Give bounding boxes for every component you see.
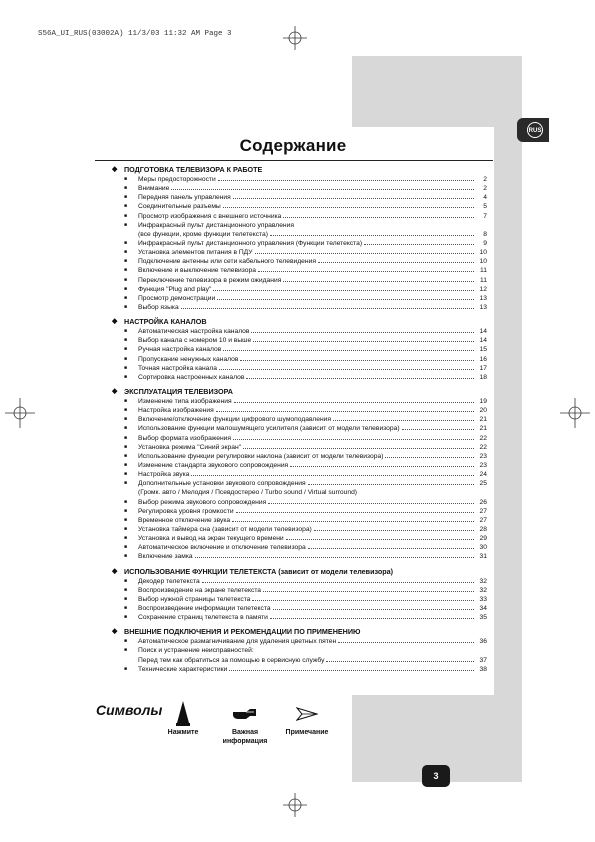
- dot-leader: [402, 429, 474, 430]
- symbols-heading: Символы: [96, 702, 163, 718]
- dot-leader: [253, 341, 474, 342]
- toc-entry[interactable]: [112, 577, 487, 586]
- entry-title: Передняя панель управления: [138, 194, 231, 202]
- dot-leader: [290, 466, 474, 467]
- dot-leader: [385, 457, 474, 458]
- entry-page-number: 36: [479, 638, 487, 646]
- dot-leader: [283, 281, 474, 282]
- dot-leader: [251, 332, 474, 333]
- entry-page-number: 29: [479, 535, 487, 543]
- section-heading: [112, 567, 487, 577]
- entry-page-number: 30: [479, 544, 487, 552]
- square-bullet-icon: ■: [124, 516, 128, 523]
- dot-leader: [191, 475, 474, 476]
- toc-entry[interactable]: [112, 193, 487, 202]
- entry-page-number: 13: [479, 294, 487, 302]
- entry-page-number: 21: [479, 416, 487, 424]
- dot-leader: [213, 290, 474, 291]
- square-bullet-icon: ■: [124, 276, 128, 283]
- square-bullet-icon: ■: [124, 507, 128, 514]
- entry-title: Точная настройка канала: [138, 364, 217, 372]
- entry-title: Выбор канала с номером 10 и выше: [138, 337, 252, 345]
- toc-entry[interactable]: [112, 665, 487, 674]
- dot-leader: [229, 670, 474, 671]
- dot-leader: [219, 369, 474, 370]
- square-bullet-icon: ■: [124, 416, 128, 423]
- entry-page-number: 5: [483, 203, 487, 211]
- square-bullet-icon: ■: [124, 471, 128, 478]
- dot-leader: [364, 244, 474, 245]
- dot-leader: [333, 420, 474, 421]
- toc-entry[interactable]: [112, 461, 487, 470]
- square-bullet-icon: ■: [124, 337, 128, 344]
- toc-entry[interactable]: [112, 452, 487, 461]
- entry-page-number: 25: [479, 480, 487, 488]
- entry-page-number: 35: [479, 614, 487, 622]
- toc-entry[interactable]: [112, 424, 487, 433]
- entry-page-number: 23: [479, 452, 487, 460]
- section-title: НАСТРОЙКА КАНАЛОВ: [124, 317, 207, 327]
- square-bullet-icon: ■: [124, 604, 128, 611]
- page-title: Содержание: [239, 136, 347, 155]
- entry-page-number: 34: [479, 604, 487, 612]
- page-number: 3: [422, 765, 450, 787]
- pointing-hand-icon: [232, 707, 258, 721]
- entry-title: Просмотр изображения с внешнего источника: [138, 212, 282, 220]
- entry-title: Переключение телевизора в режим ожидания: [138, 276, 282, 284]
- entry-title: Автоматическое размагничивание для удаления цветных пятен: [138, 638, 337, 646]
- square-bullet-icon: ■: [124, 373, 128, 380]
- entry-page-number: 8: [483, 230, 487, 238]
- entry-title: Использование функции малошумящего усилителя (зависит от модели телевизора): [138, 425, 400, 433]
- dot-leader: [232, 521, 474, 522]
- entry-title: Изменение типа изображения: [138, 397, 232, 405]
- toc-entry[interactable]: [112, 175, 487, 184]
- entry-title: Установка элементов питания в ПДУ: [138, 249, 253, 257]
- square-bullet-icon: ■: [124, 647, 128, 654]
- entry-title: Сортировка настроенных каналов: [138, 373, 245, 381]
- toc-entry[interactable]: [112, 266, 487, 275]
- entry-page-number: 11: [480, 267, 487, 275]
- square-bullet-icon: ■: [124, 267, 128, 274]
- important-label-2: информация: [222, 738, 268, 745]
- dot-leader: [326, 661, 474, 662]
- square-bullet-icon: ■: [124, 443, 128, 450]
- entry-title: Автоматическое включение и отключение телевизора: [138, 544, 306, 552]
- entry-page-number: 27: [479, 507, 487, 515]
- toc-entry[interactable]: [112, 534, 487, 543]
- entry-title: Установка и вывод на экран текущего времени: [138, 535, 284, 543]
- entry-page-number: 28: [479, 525, 487, 533]
- important-label-1: Важная: [231, 729, 259, 736]
- dot-leader: [240, 360, 474, 361]
- dot-leader: [338, 642, 474, 643]
- entry-page-number: 15: [479, 346, 487, 354]
- toc-entry[interactable]: [112, 239, 487, 248]
- toc-entry[interactable]: [112, 525, 487, 534]
- toc-entry[interactable]: [112, 443, 487, 452]
- entry-page-number: 24: [479, 471, 487, 479]
- entry-page-number: 7: [483, 212, 487, 220]
- dot-leader: [233, 439, 474, 440]
- entry-title: (Громк. авто / Мелодия / Псевдостерео / Turbo sound / Virtual surround): [138, 489, 358, 497]
- entry-title: Регулировка уровня громкости: [138, 507, 234, 515]
- square-bullet-icon: ■: [124, 285, 128, 292]
- entry-title: Подключение антенны или сети кабельного телевидения: [138, 258, 316, 266]
- entry-title: Использование функции регулировки наклона (зависит от модели телевизора): [138, 452, 384, 460]
- toc-entry[interactable]: [112, 406, 487, 415]
- registration-mark-bottom-icon: [283, 793, 307, 817]
- entry-page-number: 31: [479, 553, 487, 561]
- dot-leader: [283, 217, 474, 218]
- entry-page-number: 17: [479, 364, 487, 372]
- toc-entry[interactable]: [112, 364, 487, 373]
- entry-title: Выбор языка: [138, 303, 179, 311]
- diamond-bullet-icon: ◆: [112, 387, 118, 395]
- entry-title: Внимание: [138, 185, 170, 193]
- square-bullet-icon: ■: [124, 258, 128, 265]
- entry-title: Технические характеристики: [138, 665, 228, 673]
- press-label: Нажмите: [167, 729, 199, 736]
- entry-title: Временное отключение звука: [138, 516, 231, 524]
- entry-title: Включение и выключение телевизора: [138, 267, 256, 275]
- dot-leader: [181, 308, 474, 309]
- entry-page-number: 27: [479, 516, 487, 524]
- square-bullet-icon: ■: [124, 577, 128, 584]
- entry-title: Воспроизведение информации телетекста: [138, 604, 271, 612]
- title-divider: [95, 160, 493, 161]
- entry-page-number: 21: [479, 425, 487, 433]
- diamond-bullet-icon: ◆: [112, 628, 118, 636]
- entry-title: Изменение стандарта звукового сопровождения: [138, 461, 289, 469]
- toc-entry[interactable]: [112, 257, 487, 266]
- entry-page-number: 19: [479, 397, 487, 405]
- toc-entry[interactable]: [112, 294, 487, 303]
- square-bullet-icon: ■: [124, 595, 128, 602]
- toc-entry[interactable]: [112, 221, 487, 239]
- square-bullet-icon: ■: [124, 498, 128, 505]
- square-bullet-icon: ■: [124, 614, 128, 621]
- toc-entry[interactable]: [112, 498, 487, 507]
- toc-entry[interactable]: [112, 248, 487, 257]
- dot-leader: [234, 402, 474, 403]
- toc-entry[interactable]: [112, 184, 487, 193]
- square-bullet-icon: ■: [124, 221, 128, 228]
- toc-entry[interactable]: [112, 397, 487, 406]
- toc-section: [112, 567, 487, 623]
- square-bullet-icon: ■: [124, 665, 128, 672]
- square-bullet-icon: ■: [124, 461, 128, 468]
- entry-page-number: 10: [479, 258, 487, 266]
- registration-mark-left-icon: [5, 398, 35, 428]
- square-bullet-icon: ■: [124, 294, 128, 301]
- section-title: ВНЕШНИЕ ПОДКЛЮЧЕНИЯ И РЕКОМЕНДАЦИИ ПО ПРИМЕНЕНИЮ: [124, 627, 361, 637]
- table-of-contents: [112, 165, 487, 679]
- entry-title: Ручная настройка каналов: [138, 346, 222, 354]
- entry-title: Установка таймера сна (зависит от модели телевизора): [138, 525, 312, 533]
- square-bullet-icon: ■: [124, 212, 128, 219]
- toc-entry[interactable]: [112, 479, 487, 497]
- entry-title: Выбор нужной страницы телетекста: [138, 595, 251, 603]
- entry-page-number: 11: [480, 276, 487, 284]
- dot-leader: [236, 512, 474, 513]
- registration-mark-right-icon: [560, 398, 590, 428]
- square-bullet-icon: ■: [124, 586, 128, 593]
- entry-page-number: 13: [479, 303, 487, 311]
- dot-leader: [202, 582, 474, 583]
- toc-entry[interactable]: [112, 507, 487, 516]
- entry-page-number: 14: [479, 337, 487, 345]
- square-bullet-icon: ■: [124, 407, 128, 414]
- square-bullet-icon: ■: [124, 185, 128, 192]
- dot-leader: [233, 198, 474, 199]
- diamond-bullet-icon: ◆: [112, 166, 118, 173]
- dot-leader: [217, 299, 474, 300]
- entry-title: Функция "Plug and play": [138, 285, 212, 293]
- toc-section: [112, 387, 487, 562]
- square-bullet-icon: ■: [124, 525, 128, 532]
- dot-leader: [258, 271, 474, 272]
- dot-leader: [218, 180, 474, 181]
- square-bullet-icon: ■: [124, 480, 128, 487]
- dot-leader: [243, 448, 474, 449]
- square-bullet-icon: ■: [124, 355, 128, 362]
- entry-title: Выбор формата изображения: [138, 434, 232, 442]
- dot-leader: [252, 600, 474, 601]
- dot-leader: [308, 548, 474, 549]
- entry-page-number: 37: [479, 656, 487, 664]
- toc-section: [112, 627, 487, 674]
- square-bullet-icon: ■: [124, 434, 128, 441]
- dot-leader: [223, 207, 474, 208]
- toc-entry[interactable]: [112, 327, 487, 336]
- entry-page-number: 32: [479, 577, 487, 585]
- dot-leader: [171, 189, 474, 190]
- toc-section: [112, 165, 487, 312]
- entry-title: (все функции, кроме функции телетекста): [138, 230, 268, 238]
- square-bullet-icon: ■: [124, 535, 128, 542]
- square-bullet-icon: ■: [124, 397, 128, 404]
- dot-leader: [270, 618, 474, 619]
- dot-leader: [314, 530, 474, 531]
- registration-mark-top-icon: [283, 26, 307, 50]
- entry-page-number: 18: [479, 373, 487, 381]
- dot-leader: [308, 484, 474, 485]
- dot-leader: [268, 503, 474, 504]
- toc-entry[interactable]: [112, 646, 487, 664]
- toc-entry[interactable]: [112, 336, 487, 345]
- square-bullet-icon: ■: [124, 176, 128, 182]
- square-bullet-icon: ■: [124, 425, 128, 432]
- toc-entry[interactable]: [112, 586, 487, 595]
- entry-page-number: 14: [479, 328, 487, 336]
- entry-title: Декодер телетекста: [138, 577, 200, 585]
- entry-page-number: 26: [479, 498, 487, 506]
- section-title: ЭКСПЛУАТАЦИЯ ТЕЛЕВИЗОРА: [124, 386, 234, 396]
- entry-title: Сохранение страниц телетекста в памяти: [138, 614, 268, 622]
- square-bullet-icon: ■: [124, 240, 128, 246]
- dot-leader: [246, 378, 474, 379]
- square-bullet-icon: ■: [124, 544, 128, 551]
- toc-entry[interactable]: [112, 470, 487, 479]
- toc-entry[interactable]: [112, 637, 487, 646]
- toc-entry[interactable]: [112, 345, 487, 354]
- entry-page-number: 9: [483, 240, 487, 247]
- entry-page-number: 23: [479, 461, 487, 469]
- toc-entry[interactable]: [112, 373, 487, 382]
- toc-entry[interactable]: [112, 276, 487, 285]
- square-bullet-icon: ■: [124, 194, 128, 201]
- entry-title: Поиск и устранение неисправностей:: [138, 647, 254, 655]
- dot-leader: [216, 411, 474, 412]
- toc-entry[interactable]: [112, 303, 487, 312]
- entry-page-number: 20: [479, 407, 487, 415]
- dot-leader: [195, 557, 474, 558]
- language-badge: RUS: [527, 122, 543, 138]
- dot-leader: [223, 350, 474, 351]
- dot-leader: [270, 235, 474, 236]
- square-bullet-icon: ■: [124, 638, 128, 645]
- entry-page-number: 2: [483, 176, 487, 183]
- section-title: ИСПОЛЬЗОВАНИЕ ФУНКЦИИ ТЕЛЕТЕКСТА (зависит от модели телевизора): [124, 566, 394, 576]
- entry-page-number: 33: [479, 595, 487, 603]
- entry-title: Автоматическая настройка каналов: [138, 328, 250, 336]
- toc-section: [112, 317, 487, 382]
- entry-title: Настройка звука: [138, 471, 190, 479]
- entry-page-number: 32: [479, 586, 487, 594]
- entry-title: Меры предосторожности: [138, 176, 216, 183]
- entry-title: Просмотр демонстрации: [138, 294, 216, 302]
- square-bullet-icon: ■: [124, 452, 128, 459]
- section-heading: [112, 317, 487, 327]
- toc-entry[interactable]: [112, 516, 487, 525]
- section-heading: [112, 627, 487, 637]
- entry-page-number: 22: [479, 434, 487, 442]
- toc-entry[interactable]: [112, 604, 487, 613]
- dot-leader: [255, 253, 474, 254]
- square-bullet-icon: ■: [124, 203, 128, 210]
- entry-title: Соединительные разъемы: [138, 203, 221, 211]
- dot-leader: [318, 262, 474, 263]
- dot-leader: [263, 591, 474, 592]
- entry-title: Перед тем как обратиться за помощью в сервисную службу: [138, 656, 325, 664]
- dot-leader: [286, 539, 474, 540]
- note-arrow-icon: [296, 706, 318, 722]
- square-bullet-icon: ■: [124, 553, 128, 560]
- entry-title: Дополнительные установки звукового сопровождения: [138, 480, 306, 488]
- square-bullet-icon: ■: [124, 346, 128, 353]
- square-bullet-icon: ■: [124, 328, 128, 335]
- section-heading: [112, 387, 487, 397]
- diamond-bullet-icon: ◆: [112, 567, 118, 575]
- press-icon: [175, 701, 191, 727]
- entry-page-number: 4: [483, 194, 487, 202]
- print-header: S56A_UI_RUS(03002A) 11/3/03 11:32 AM Page 3: [38, 30, 232, 38]
- entry-title: Пропускание ненужных каналов: [138, 355, 239, 363]
- entry-title: Выбор режима звукового сопровождения: [138, 498, 267, 506]
- toc-entry[interactable]: [112, 355, 487, 364]
- entry-page-number: 10: [479, 249, 487, 257]
- square-bullet-icon: ■: [124, 249, 128, 256]
- entry-page-number: 38: [479, 665, 487, 673]
- toc-entry[interactable]: [112, 543, 487, 552]
- toc-entry[interactable]: [112, 613, 487, 622]
- note-label: Примечание: [285, 729, 329, 736]
- toc-entry[interactable]: [112, 552, 487, 561]
- entry-title: Настройка изображения: [138, 407, 214, 415]
- entry-title: Воспроизведение на экране телетекста: [138, 586, 262, 594]
- entry-title: Инфракрасный пульт дистанционного управления: [138, 221, 294, 229]
- toc-entry[interactable]: [112, 285, 487, 294]
- entry-page-number: 12: [479, 285, 487, 293]
- square-bullet-icon: ■: [124, 303, 128, 310]
- dot-leader: [273, 609, 474, 610]
- toc-entry[interactable]: [112, 434, 487, 443]
- square-bullet-icon: ■: [124, 364, 128, 371]
- toc-entry[interactable]: [112, 202, 487, 211]
- section-heading: [112, 165, 487, 175]
- entry-page-number: 16: [479, 355, 487, 363]
- entry-title: Инфракрасный пульт дистанционного управления (Функции телетекста): [138, 240, 363, 247]
- entry-page-number: 2: [483, 185, 487, 193]
- entry-title: Установка режима "Синий экран": [138, 443, 242, 451]
- toc-entry[interactable]: [112, 595, 487, 604]
- section-title: ПОДГОТОВКА ТЕЛЕВИЗОРА К РАБОТЕ: [124, 165, 263, 174]
- diamond-bullet-icon: ◆: [112, 318, 118, 326]
- toc-entry[interactable]: [112, 415, 487, 424]
- entry-title: Включение замка: [138, 553, 193, 561]
- entry-title: Включение/отключение функции цифрового шумоподавления: [138, 416, 332, 424]
- toc-entry[interactable]: [112, 212, 487, 221]
- entry-page-number: 22: [479, 443, 487, 451]
